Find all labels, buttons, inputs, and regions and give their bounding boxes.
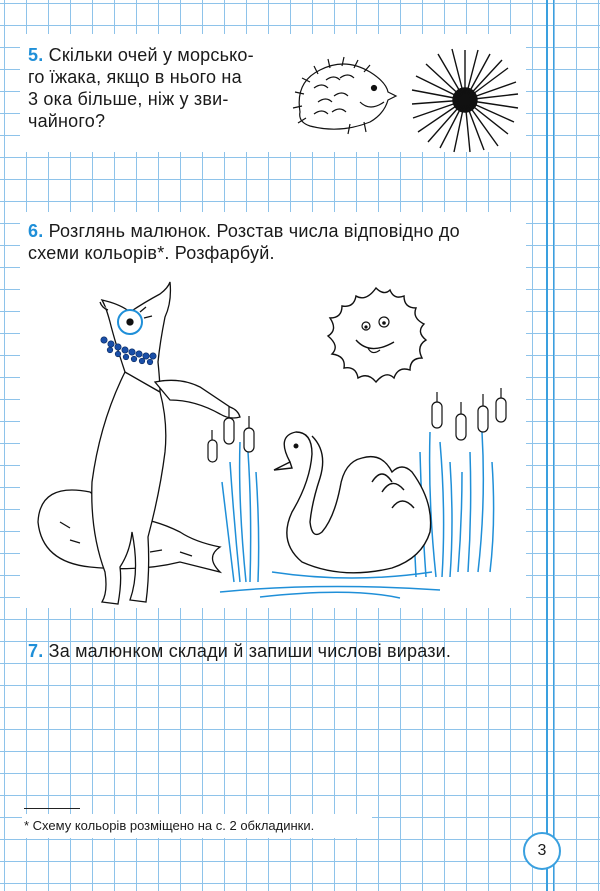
task-6-line-2: схеми кольорів*. Розфарбуй.: [28, 243, 275, 263]
task-7-line-1: За малюнком склади й запиши числові вирази.: [48, 641, 452, 661]
task-6-number: 6.: [28, 221, 44, 241]
footnote: * Схему кольорів розміщено на с. 2 обкладинки.: [24, 818, 315, 833]
task-5-number: 5.: [28, 45, 44, 65]
sea-urchin-icon: [410, 48, 520, 153]
margin-line-inner: [553, 0, 554, 891]
task-5-line-1: Скільки очей у морсько-: [48, 45, 254, 65]
footnote-divider: [24, 808, 80, 809]
task-6: [28, 220, 528, 264]
task-6-line-1: Розглянь малюнок. Розстав числа відповідно до: [48, 221, 460, 241]
task-7: [28, 640, 528, 662]
task-5-line-4: чайного?: [28, 111, 106, 131]
task-5-line-2: го їжака, якщо в нього на: [28, 67, 242, 87]
task-5: [28, 44, 288, 132]
swan-illustration: [262, 422, 442, 582]
hedgehog-icon: [290, 52, 400, 142]
page-number: 3: [523, 832, 561, 870]
task-7-number: 7.: [28, 641, 44, 661]
margin-line: [546, 0, 548, 891]
sun-illustration: [318, 284, 434, 392]
task-5-line-3: 3 ока більше, ніж у зви-: [28, 89, 229, 109]
